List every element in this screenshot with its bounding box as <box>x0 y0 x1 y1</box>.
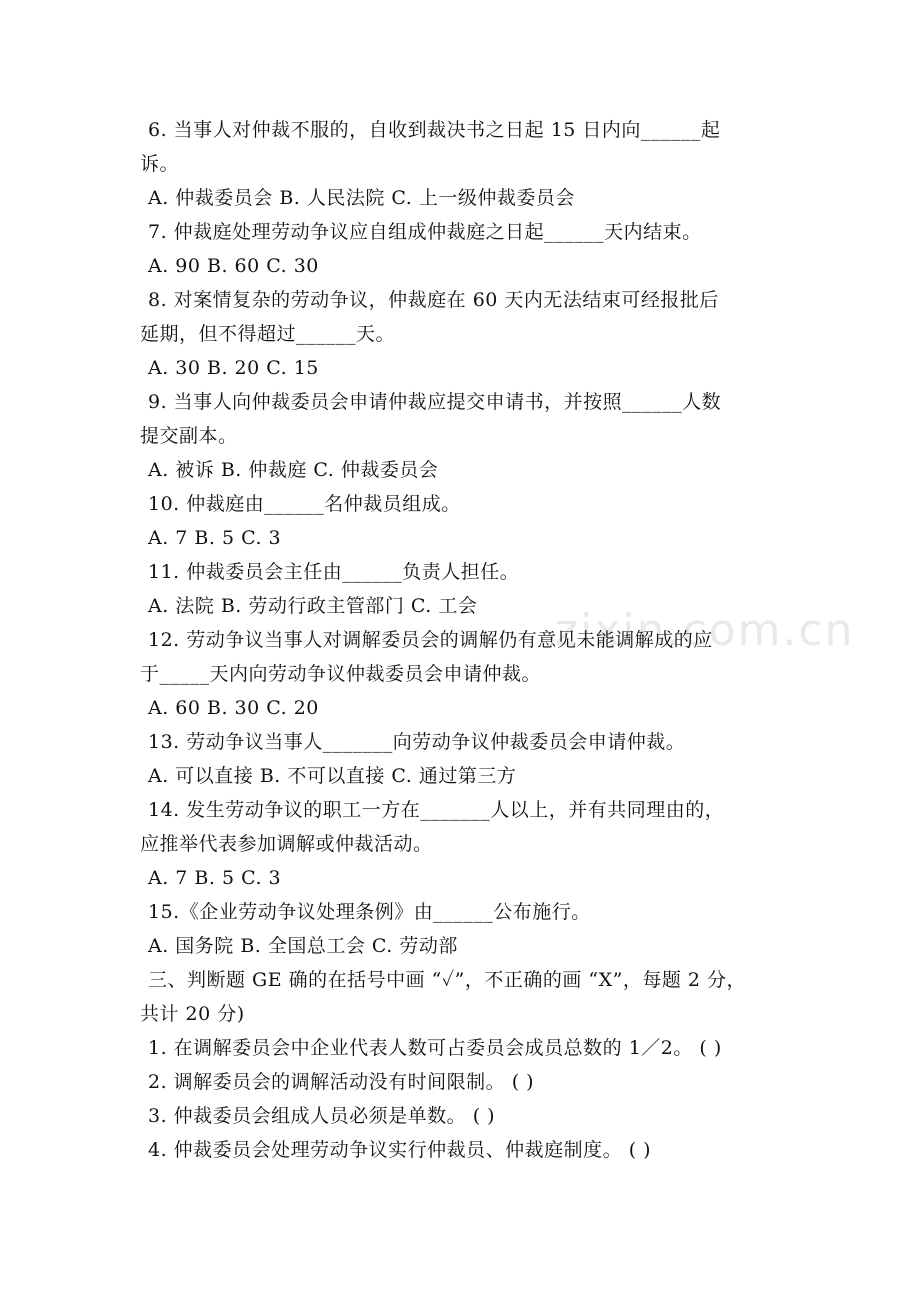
question-list <box>140 113 790 1167</box>
question-8-line-1: 8. 对案情复杂的劳动争议，仲裁庭在 60 天内无法结束可经报批后 <box>148 289 719 311</box>
judgment-2: 2. 调解委员会的调解活动没有时间限制。 ( ) <box>148 1071 535 1093</box>
question-6-line-1: 6. 当事人对仲裁不服的，自收到裁决书之日起 15 日内向______起 <box>148 119 721 141</box>
section-3-heading-line-1: 三、判断题 GE 确的在括号中画 “✓”，不正确的画 “X”，每题 2 分， <box>148 969 747 991</box>
question-15-line-1: 15.《企业劳动争议处理条例》由______公布施行。 <box>148 901 591 923</box>
watermark: zixin.com.cn <box>555 605 855 656</box>
judgment-1: 1. 在调解委员会中企业代表人数可占委员会成员总数的 1／2。 ( ) <box>148 1037 722 1059</box>
question-12-line-2: 于_____天内向劳动争议仲裁委员会申请仲裁。 <box>140 663 542 685</box>
question-14-options: A. 7 B. 5 C. 3 <box>148 867 282 889</box>
question-14-line-1: 14. 发生劳动争议的职工一方在_______人以上，并有共同理由的， <box>148 799 725 821</box>
question-7-line-1: 7. 仲裁庭处理劳动争议应自组成仲裁庭之日起______天内结束。 <box>148 221 702 243</box>
question-15-options: A. 国务院 B. 全国总工会 C. 劳动部 <box>148 935 458 957</box>
question-9-line-1: 9. 当事人向仲裁委员会申请仲裁应提交申请书，并按照______人数 <box>148 391 722 413</box>
judgment-4: 4. 仲裁委员会处理劳动争议实行仲裁员、仲裁庭制度。 ( ) <box>148 1139 652 1161</box>
question-12-line-1: 12. 劳动争议当事人对调解委员会的调解仍有意见未能调解成的应 <box>148 629 713 651</box>
question-8-line-2: 延期，但不得超过______天。 <box>140 323 396 345</box>
question-13-line-1: 13. 劳动争议当事人_______向劳动争议仲裁委员会申请仲裁。 <box>148 731 686 753</box>
question-7-options: A. 90 B. 60 C. 30 <box>148 255 319 277</box>
question-11-options: A. 法院 B. 劳动行政主管部门 C. 工会 <box>148 595 478 617</box>
question-13-options: A. 可以直接 B. 不可以直接 C. 通过第三方 <box>148 765 517 787</box>
question-12-options: A. 60 B. 30 C. 20 <box>148 697 319 719</box>
question-8-options: A. 30 B. 20 C. 15 <box>148 357 319 379</box>
question-10-options: A. 7 B. 5 C. 3 <box>148 527 282 549</box>
question-14-line-2: 应推举代表参加调解或仲裁活动。 <box>140 833 433 855</box>
judgment-3: 3. 仲裁委员会组成人员必须是单数。 ( ) <box>148 1105 496 1127</box>
question-9-options: A. 被诉 B. 仲裁庭 C. 仲裁委员会 <box>148 459 439 481</box>
question-6-line-2: 诉。 <box>140 153 180 175</box>
question-9-line-2: 提交副本。 <box>140 425 238 447</box>
question-6-options: A. 仲裁委员会 B. 人民法院 C. 上一级仲裁委员会 <box>148 187 575 209</box>
section-3-heading-line-2: 共计 20 分) <box>140 1003 245 1025</box>
question-11-line-1: 11. 仲裁委员会主任由______负责人担任。 <box>148 561 520 583</box>
question-10-line-1: 10. 仲裁庭由______名仲裁员组成。 <box>148 493 461 515</box>
